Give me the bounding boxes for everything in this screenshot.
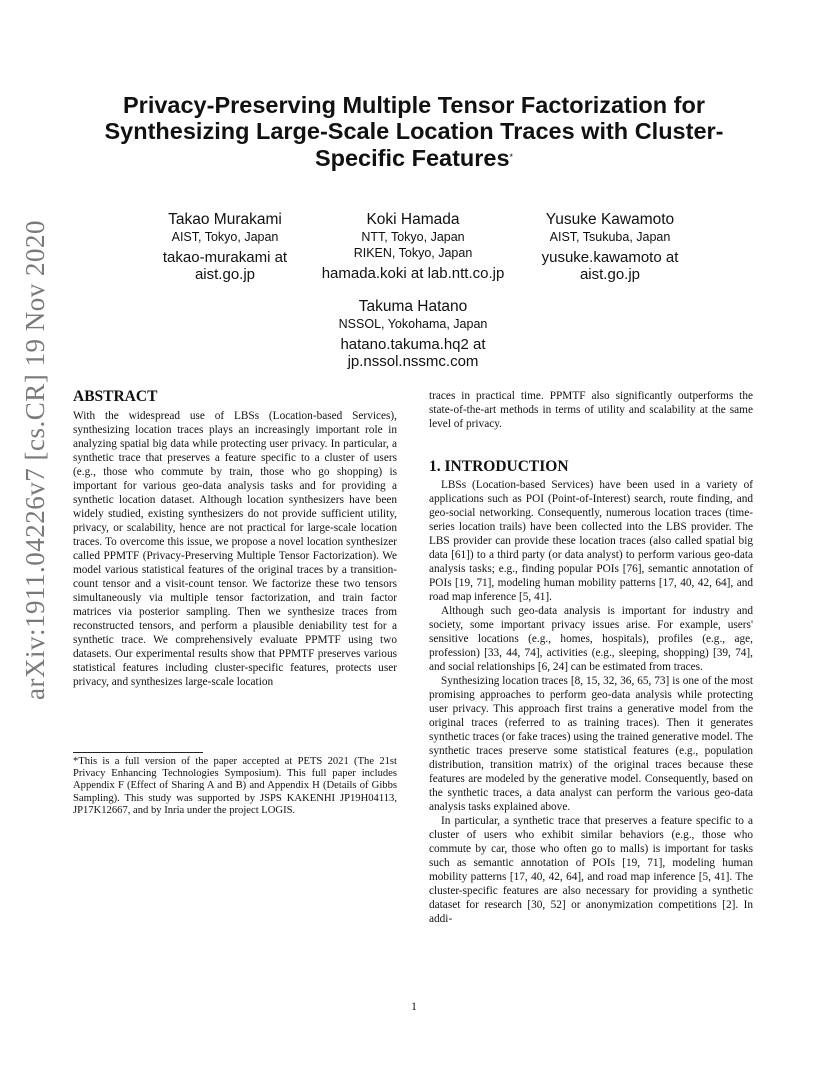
author-email: takao-murakami at aist.go.jp xyxy=(162,249,288,283)
author-block-3 xyxy=(520,210,700,283)
author-email: yusuke.kawamoto at aist.go.jp xyxy=(541,249,679,283)
intro-paragraph: Synthesizing location traces [8, 15, 32, 36, 65, 73] is one of the most promising approaches to perform geo-data analysis while protecting user privacy. This approach first trains a generative model from the original traces (referred to as training traces). Then it generates synthetic traces (or fake traces) using the trained generative model. The synthetic traces preserve some statistical features (e.g., population distribution, transition matrix) of the original traces because these features are modeled by the generative model. Consequently, based on the synthetic traces, a data analyst can perform the various geo-data analysis tasks explained above. xyxy=(429,675,753,813)
page-number: 1 xyxy=(411,1001,417,1013)
author-affiliation: AIST, Tokyo, Japan xyxy=(171,230,279,244)
author-name: Takao Murakami xyxy=(168,211,282,228)
arxiv-identifier-stamp: arXiv:1911.04226v7 [cs.CR] 19 Nov 2020 xyxy=(20,220,50,700)
abstract-heading: ABSTRACT xyxy=(73,388,158,405)
title-text: Privacy-Preserving Multiple Tensor Factorization for Synthesizing Large-Scale Location Traces with Cluster-Specific Features xyxy=(104,92,724,171)
introduction-heading: 1. INTRODUCTION xyxy=(429,458,569,475)
abstract-paragraph-continued: traces in practical time. PPMTF also significantly outperforms the state-of-the-art methods in terms of utility and scalability at the same level of privacy. xyxy=(429,390,753,430)
intro-paragraph: In particular, a synthetic trace that preserves a feature specific to a cluster of users who exhibit similar behaviors (e.g., those who commute by car, those who often go to malls) is important for tasks such as semantic annotation of POIs [19, 71], modeling human mobility patterns [17, 40, 42, 64], and road map inference [5, 41]. The cluster-specific features are also necessary for providing a synthetic dataset for research [30, 52] or anonymization competitions [2]. In addi- xyxy=(429,815,753,925)
abstract-continuation xyxy=(429,389,753,431)
footnote: *This is a full version of the paper accepted at PETS 2021 (The 21st Privacy Enhancing Technologies Symposium). This full paper includes Appendix F (Effect of Sharing A and B) and Appendix H (Details of Gibbs Sampling). This study was supported by JSPS KAKENHI JP19H04113, JP17K12667, and by Inria under the project LOGIS. xyxy=(73,756,397,816)
paper-title xyxy=(95,92,733,171)
author-email: hamada.koki at lab.ntt.co.jp xyxy=(321,265,505,282)
title-footnote-marker: * xyxy=(509,152,514,162)
author-block-4 xyxy=(318,297,508,370)
author-block-2 xyxy=(318,210,508,282)
intro-paragraph: Although such geo-data analysis is important for industry and society, some important privacy issues arise. For example, users' sensitive locations (e.g., homes, hospitals), profiles (e.g., age, profession) [33, 44, 74], activities (e.g., sleeping, shopping) [39, 74], and social relationships [6, 24] can be estimated from traces. xyxy=(429,605,753,673)
author-affiliation-secondary: RIKEN, Tokyo, Japan xyxy=(353,246,473,260)
author-name: Takuma Hatano xyxy=(358,298,468,315)
intro-paragraph: LBSs (Location-based Services) have been used in a variety of applications such as POI (Point-of-Interest) search, route finding, and geo-social networking. Consequently, numerous location traces (time-series location trails) have been collected into the LBS provider. The LBS provider can provide these location traces (also called spatial big data [61]) to a third party (or data analyst) to perform various geo-data analysis tasks; e.g., finding popular POIs [76], semantic annotation of POIs [19, 71], modeling human mobility patterns [17, 40, 42, 64], and road map inference [5, 41]. xyxy=(429,479,753,603)
introduction-body xyxy=(429,478,753,926)
abstract-paragraph: With the widespread use of LBSs (Location-based Services), synthesizing location traces plays an increasingly important role in analyzing spatial big data while protecting user privacy. In particular, a synthetic trace that preserves a feature specific to a cluster of users (e.g., those who commute by train, those who go shopping) is important for various geo-data analysis tasks and for providing a synthetic location dataset. Although location synthesizers have been widely studied, existing synthesizers do not provide sufficient utility, privacy, or scalability, hence are not practical for large-scale location traces. To overcome this issue, we propose a novel location synthesizer called PPMTF (Privacy-Preserving Multiple Tensor Factorization). We model various statistical features of the original traces by a transition-count tensor and a visit-count tensor. We factorize these two tensors simultaneously via multiple tensor factorization, and train factor matrices via posterior sampling. Then we synthesize traces from reconstructed tensors, and perform a plausible deniability test for a synthetic trace. We comprehensively evaluate PPMTF using two datasets. Our experimental results show that PPMTF preserves various statistical features including cluster-specific features, protects user privacy, and synthesizes large-scale location xyxy=(73,410,397,688)
author-affiliation: NTT, Tokyo, Japan xyxy=(361,230,465,244)
author-email: hatano.takuma.hq2 at jp.nssol.nssmc.com xyxy=(340,336,486,370)
author-affiliation: NSSOL, Yokohama, Japan xyxy=(338,317,488,331)
author-block-1 xyxy=(140,210,310,283)
abstract-body xyxy=(73,409,397,689)
author-name: Koki Hamada xyxy=(366,211,460,228)
author-affiliation: AIST, Tsukuba, Japan xyxy=(549,230,671,244)
author-name: Yusuke Kawamoto xyxy=(545,211,675,228)
footnote-divider xyxy=(73,752,203,753)
